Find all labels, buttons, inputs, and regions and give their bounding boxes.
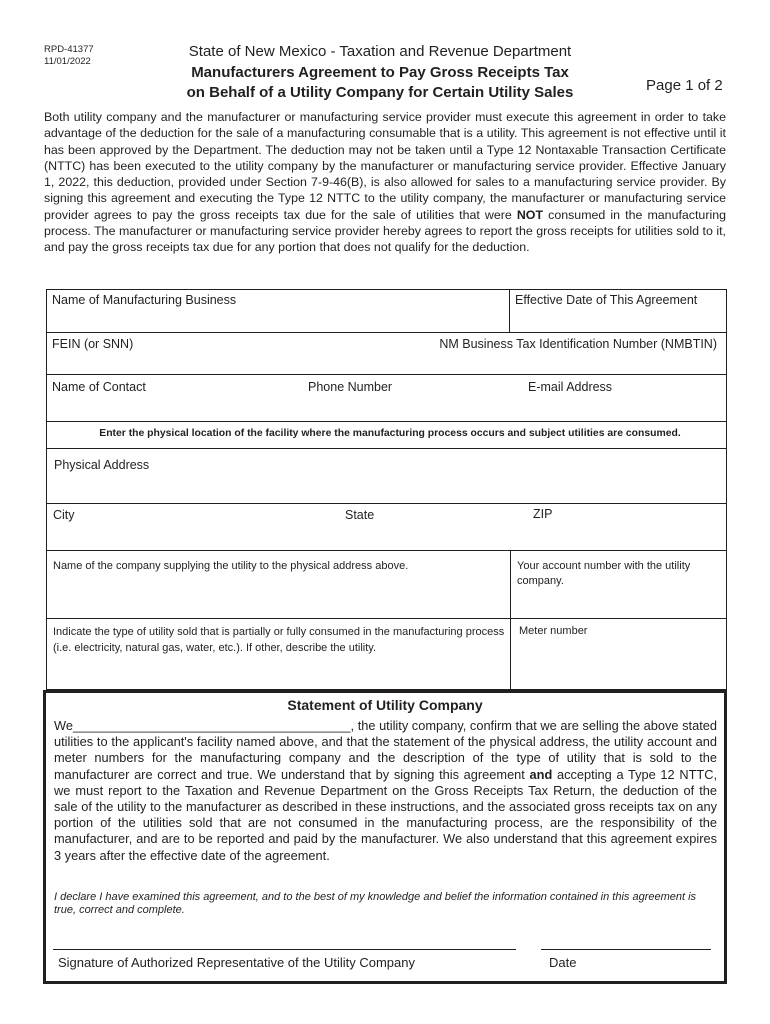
declaration-text: I declare I have examined this agreement, and to the best of my knowledge and belief the information contained in this agreement is true, correct and complete. bbox=[54, 891, 697, 916]
account-number-label: Your account number with the utility company. bbox=[517, 560, 691, 587]
intro-text-2: consumed in the manufacturing process. The manufacturer or manufacturing service provider hereby agrees to report the gross receipts for utilities sold to it, and pay the gross receipts tax due for any portion that does not qualify for the deduction. bbox=[44, 207, 726, 255]
zip-label: ZIP bbox=[533, 507, 553, 521]
date-label: Date bbox=[549, 955, 577, 970]
location-instruction: Enter the physical location of the facility where the manufacturing process occurs and subject utilities are consumed. bbox=[99, 428, 681, 439]
form-title-line1: Manufacturers Agreement to Pay Gross Receipts Tax bbox=[191, 64, 569, 81]
form-number: RPD-41377 bbox=[44, 44, 94, 55]
signature-line[interactable] bbox=[53, 949, 516, 950]
state-label: State bbox=[345, 508, 375, 522]
nmbtin-label: NM Business Tax Identification Number (NMBTIN) bbox=[439, 337, 717, 351]
meter-number-label: Meter number bbox=[519, 625, 588, 637]
statement-title: Statement of Utility Company bbox=[287, 697, 483, 713]
page-number: Page 1 of 2 bbox=[646, 77, 723, 94]
utility-supplier-label: Name of the company supplying the utility to the physical address above. bbox=[53, 560, 409, 572]
form-title bbox=[150, 63, 610, 103]
fein-label: FEIN (or SNN) bbox=[52, 337, 134, 351]
intro-text-1: Both utility company and the manufacturer or manufacturing service provider must execute this agreement in order to take advantage of the deduction for the sale of a manufacturing consumable that is a utility. This agreement is not effective until it has been approved by the Department. The deduction may not be taken until a Type 12 Nontaxable Transaction Certificate (NTTC) has been executed to the utility company by the manufacturer or manufacturing service provider. Effective January 1, 2022, this deduction, provided under Section 7-9-46(B), is also allowed for sales to a manufacturing service provider. By signing this agreement and executing the Type 12 NTTC to the utility company, the manufacturer or manufacturing service provider agrees to pay the gross receipts tax due for the sale of utilities that were bbox=[44, 110, 726, 222]
statement-text-2: accepting a Type 12 NTTC, we must report to the Taxation and Revenue Department on the Gross Receipts Tax Return, the deduction of the sale of the utility to the manufacturer as described in these instructions, and the associated gross receipts tax on any portion of the utilities sold that are not consumed in the manufacturing process, are the responsibility of the manufacturer, and are to be reported and paid by the manufacturer. We also understand that this agreement expires 3 years after the effective date of the agreement. bbox=[54, 766, 718, 863]
utility-company-name-blank[interactable]: _______________________________________ bbox=[72, 718, 351, 733]
date-line[interactable] bbox=[541, 949, 711, 950]
effective-date-label: Effective Date of This Agreement bbox=[515, 293, 698, 307]
statement-we: We bbox=[54, 718, 73, 733]
physical-address-label: Physical Address bbox=[54, 458, 150, 472]
contact-label: Name of Contact bbox=[52, 380, 146, 394]
physical-address-field[interactable] bbox=[47, 449, 726, 502]
signature-label: Signature of Authorized Representative of the Utility Company bbox=[58, 955, 415, 970]
statement-emphasis: and bbox=[529, 766, 553, 782]
utility-type-label: Indicate the type of utility sold that is partially or fully consumed in the manufacturing process (i.e. electricity, natural gas, water, etc.). If other, describe the utility. bbox=[53, 626, 505, 654]
intro-emphasis: NOT bbox=[516, 207, 544, 222]
form-revision-date: 11/01/2022 bbox=[44, 56, 91, 67]
form-title-line2: on Behalf of a Utility Company for Certain Utility Sales bbox=[186, 84, 574, 101]
statement-text-1: , the utility company, confirm that we are selling the above stated utilities to the applicant's facility named above, and that the statement of the physical address, the utility account and meter numbers for the manufacturing company and the description of the type of utility that is sold to the manufacturer are correct and true. We understand that by signing this agreement bbox=[54, 718, 717, 782]
statement-text bbox=[54, 718, 717, 864]
phone-label: Phone Number bbox=[308, 380, 393, 394]
business-name-label: Name of Manufacturing Business bbox=[52, 293, 237, 307]
city-state-zip-field[interactable] bbox=[47, 504, 726, 549]
intro-paragraph bbox=[44, 109, 726, 256]
email-label: E-mail Address bbox=[528, 380, 613, 394]
department-heading: State of New Mexico - Taxation and Revenue Department bbox=[188, 43, 572, 60]
form-id-block bbox=[44, 44, 94, 68]
city-label: City bbox=[53, 508, 75, 522]
row-divider bbox=[46, 421, 727, 422]
